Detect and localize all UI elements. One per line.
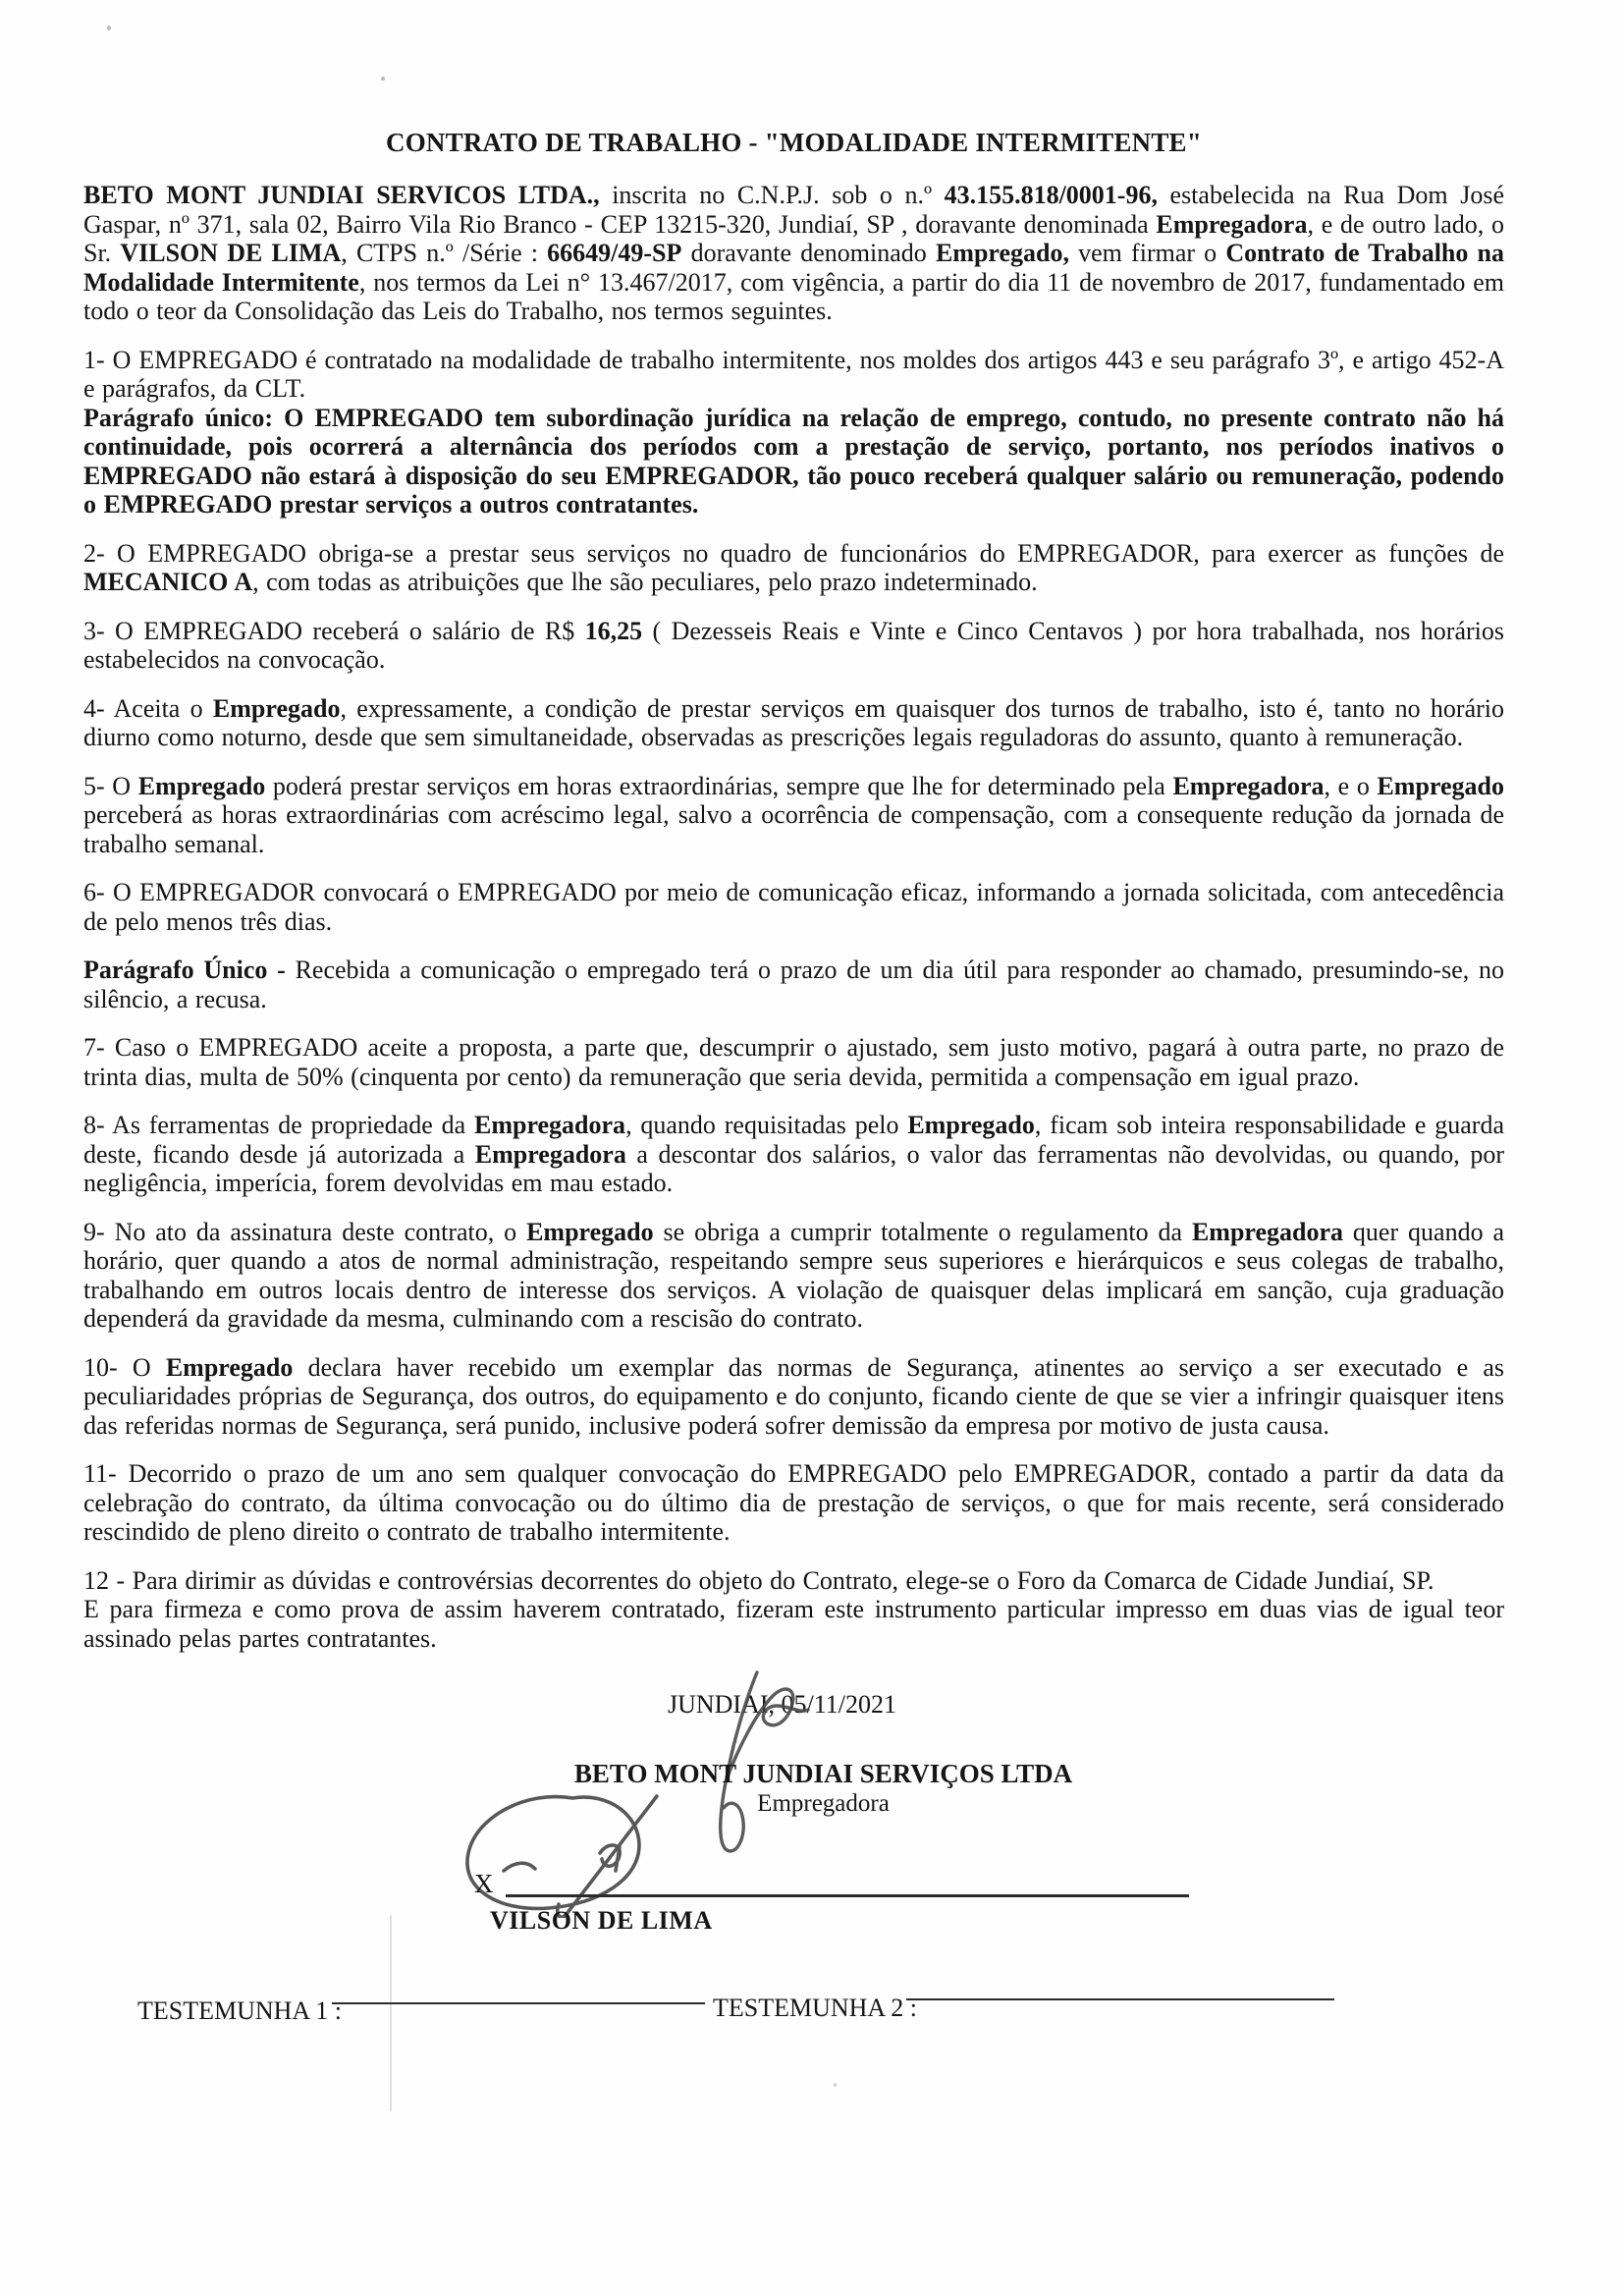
clause-10: 10- O Empregado declara haver recebido um exemplar das normas de Segurança, atinentes ao serviço a ser executado e as peculiaridades próprias de Segurança, dos outros, do equipamento e do conjunto, ficando ciente de que se vier a infringir quaisquer itens das referidas normas de Segurança, será punido, inclusive poderá sofrer demissão da empresa por motivo de justa causa. [83,1352,1505,1440]
clause-9: 9- No ato da assinatura deste contrato, o Empregado se obriga a cumprir totalmente o regulamento da Empregadora quer quando a horário, quer quando a atos de normal administração, respeitando sempre seus superiores e hierárquicos e seus colegas de trabalho, trabalhando em outros locais dentro de interesse dos serviços. A violação de quaisquer delas implicará em sanção, cuja graduação dependerá da gravidade da mesma, culminando com a rescisão do contrato. [83,1217,1505,1333]
clause-12: 12 - Para dirimir as dúvidas e controvérsias decorrentes do objeto do Contrato, elege-se o Foro da Comarca de Cidade Jundiaí, SP. [83,1565,1434,1595]
clause-1-paragrafo-unico: Parágrafo único: O EMPREGADO tem subordinação jurídica na relação de emprego, contudo, no presente contrato não há continuidade, pois ocorrerá a alternância dos períodos com a prestação de serviço, portanto, nos períodos inativos o EMPREGADO não estará à disposição do seu EMPREGADOR, tão pouco receberá qualquer salário ou remuneração, podendo o EMPREGADO prestar serviços a outros contratantes. [83,403,1504,519]
employer-role-label: Empregadora [757,1790,890,1817]
clause-8: 8- As ferramentas de propriedade da Empregadora, quando requisitadas pelo Empregado, ficam sob inteira responsabilidade e guarda deste, ficando desde já autorizada a Empregadora a descontar dos salários, o valor das ferramentas não devolvidas, ou quando, por negligência, imperícia, forem devolvidas em mau estado. [83,1111,1505,1197]
employer-company-name: BETO MONT JUNDIAI SERVIÇOS LTDA [573,1759,1073,1788]
witness-1-label: TESTEMUNHA 1 : [137,1996,342,2025]
page-title: CONTRATO DE TRABALHO - "MODALIDADE INTERMITENTE" [386,128,1202,157]
clause-6: 6- O EMPREGADOR convocará o EMPREGADO por meio de comunicação eficaz, informando a jornada solicitada, com antecedência de pelo menos três dias. [83,878,1504,936]
witness-1-signature-line [332,1979,705,2004]
clause-7: 7- Caso o EMPREGADO aceite a proposta, a parte que, descumprir o ajustado, sem justo motivo, pagará à outra parte, no prazo de trinta dias, multa de 50% (cinquenta por cento) da remuneração que seria devida, permitida a compensação em igual prazo. [83,1033,1504,1091]
clause-6-paragrafo-unico: Parágrafo Único - Recebida a comunicação o empregado terá o prazo de um dia útil para responder ao chamado, presumindo-se, no silêncio, a recusa. [83,956,1505,1013]
place-date: JUNDIAI, 05/11/2021 [667,1690,897,1719]
clause-11: 11- Decorrido o prazo de um ano sem qualquer convocação do EMPREGADO pelo EMPREGADOR, contado a partir da data da celebração do contrato, da última convocação ou do último dia de prestação de serviços, o que for mais recente, será considerado rescindido de pleno direito o contrato de trabalho intermitente. [83,1459,1504,1546]
clause-5: 5- O Empregado poderá prestar serviços em horas extraordinárias, sempre que lhe for determinado pela Empregadora, e o Empregado perceberá as horas extraordinárias com acréscimo legal, salvo a ocorrência de compensação, com a consequente redução da jornada de trabalho semanal. [83,771,1504,858]
employee-signature-line [506,1851,1189,1897]
scan-speck [107,26,111,30]
contract-body [83,128,1504,2262]
witness-2-signature-line [906,1975,1334,2000]
clause-4: 4- Aceita o Empregado, expressamente, a condição de prestar serviços em quaisquer dos turnos de trabalho, isto é, tanto no horário diurno como noturno, desde que sem simultaneidade, observadas as prescrições legais reguladoras do assunto, quanto à remuneração. [83,693,1504,751]
intro-paragraph: BETO MONT JUNDIAI SERVICOS LTDA., inscrita no C.N.P.J. sob o n.º 43.155.818/0001-96, estabelecida na Rua Dom José Gaspar, nº 371, sala 02, Bairro Vila Rio Branco - CEP 13215-320, Jundiaí, SP , doravante denominada Empregadora, e de outro lado, o Sr. VILSON DE LIMA, CTPS n.º /Série : 66649/49-SP doravante denominado Empregado, vem firmar o Contrato de Trabalho na Modalidade Intermitente, nos termos da Lei n° 13.467/2017, com vigência, a partir do dia 11 de novembro de 2017, fundamentado em todo o teor da Consolidação das Leis do Trabalho, nos termos seguintes. [83,181,1505,325]
closing-paragraph: E para firmeza e como prova de assim haverem contratado, fizeram este instrumento particular impresso em duas vias de igual teor assinado pelas partes contratantes. [83,1595,1504,1653]
clause-3: 3- O EMPREGADO receberá o salário de R$ 16,25 ( Dezesseis Reais e Vinte e Cinco Centavos ) por hora trabalhada, nos horários estabelecidos na convocação. [83,616,1504,674]
witness-2-label: TESTEMUNHA 2 : [713,1994,917,2022]
employee-sign-x-mark: X [474,1869,494,1898]
signature-section [83,1672,1504,2262]
scan-speck [381,77,385,81]
clause-1: 1- O EMPREGADO é contratado na modalidade de trabalho intermitente, nos moldes dos artigos 443 e seu parágrafo 3º, e artigo 452-A e parágrafos, da CLT. [83,345,1504,403]
clause-2: 2- O EMPREGADO obriga-se a prestar seus serviços no quadro de funcionários do EMPREGADOR, para exercer as funções de MECANICO A, com todas as atribuições que lhe são peculiares, pelo prazo indeterminado. [83,538,1504,596]
employee-name: VILSON DE LIMA [490,1906,713,1935]
